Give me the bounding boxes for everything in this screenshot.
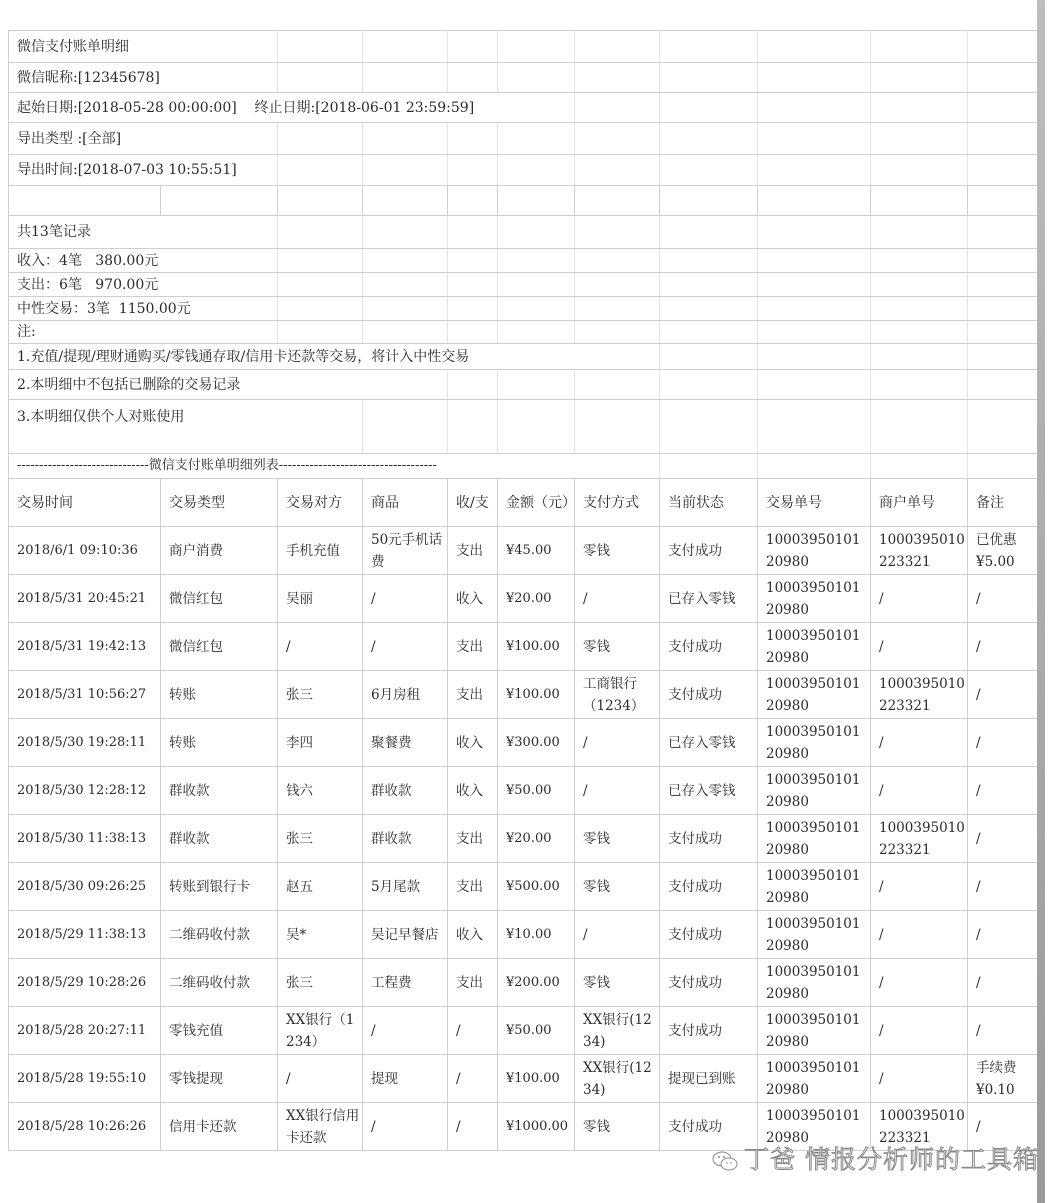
- cell-status: 支付成功: [660, 1007, 758, 1055]
- cell-goods: /: [363, 1103, 448, 1151]
- cell-merchant-id: /: [871, 767, 968, 815]
- neutral-summary: 中性交易：3笔 1150.00元: [9, 297, 278, 321]
- cell-time: 2018/5/30 09:26:25: [9, 863, 161, 911]
- cell-transaction-id: 1000395010120980: [758, 575, 871, 623]
- cell-remark: /: [968, 911, 1038, 959]
- cell-time: 2018/5/29 10:28:26: [9, 959, 161, 1007]
- cell-counterparty: 吴*: [278, 911, 363, 959]
- cell-payment-method: 零钱: [575, 959, 660, 1007]
- cell-direction: /: [448, 1103, 498, 1151]
- wechat-icon: [712, 1150, 738, 1172]
- table-row: [9, 527, 1038, 575]
- col-header-direction: 收/支: [448, 479, 498, 527]
- table-row: [9, 575, 1038, 623]
- col-header-transaction-id: 交易单号: [758, 479, 871, 527]
- cell-time: 2018/5/31 10:56:27: [9, 671, 161, 719]
- cell-amount: ¥10.00: [498, 911, 575, 959]
- cell-merchant-id: /: [871, 623, 968, 671]
- cell-merchant-id: 1000395010223321: [871, 527, 968, 575]
- cell-payment-method: 零钱: [575, 623, 660, 671]
- cell-transaction-id: 1000395010120980: [758, 1055, 871, 1103]
- col-header-merchant-id: 商户单号: [871, 479, 968, 527]
- cell-time: 2018/5/30 12:28:12: [9, 767, 161, 815]
- col-header-status: 当前状态: [660, 479, 758, 527]
- col-header-payment-method: 支付方式: [575, 479, 660, 527]
- cell-status: 支付成功: [660, 959, 758, 1007]
- document-title: 微信支付账单明细: [9, 31, 278, 63]
- export-time: 导出时间:[2018-07-03 10:55:51]: [9, 155, 278, 186]
- cell-amount: ¥100.00: [498, 671, 575, 719]
- note-label: 注:: [9, 321, 278, 344]
- cell-counterparty: 李四: [278, 719, 363, 767]
- income-summary: 收入：4笔 380.00元: [9, 249, 278, 273]
- note-1: 1.充值/提现/理财通购买/零钱通存取/信用卡还款等交易，将计入中性交易: [9, 344, 660, 370]
- cell-payment-method: 零钱: [575, 527, 660, 575]
- cell-transaction-id: 1000395010120980: [758, 1007, 871, 1055]
- cell-status: 已存入零钱: [660, 575, 758, 623]
- cell-transaction-id: 1000395010120980: [758, 863, 871, 911]
- cell-goods: 6月房租: [363, 671, 448, 719]
- cell-type: 群收款: [161, 767, 278, 815]
- cell-counterparty: XX银行（1234）: [278, 1007, 363, 1055]
- cell-time: 2018/5/31 19:42:13: [9, 623, 161, 671]
- cell-payment-method: 工商银行（1234）: [575, 671, 660, 719]
- cell-remark: /: [968, 719, 1038, 767]
- cell-transaction-id: 1000395010120980: [758, 767, 871, 815]
- cell-counterparty: 赵五: [278, 863, 363, 911]
- list-title: ------------------------------微信支付账单明细列表------------------------------------: [9, 454, 660, 479]
- watermark: [712, 1140, 1039, 1176]
- cell-goods: 提现: [363, 1055, 448, 1103]
- cell-type: 转账到银行卡: [161, 863, 278, 911]
- table-row: [9, 671, 1038, 719]
- cell-direction: 支出: [448, 959, 498, 1007]
- cell-amount: ¥45.00: [498, 527, 575, 575]
- cell-type: 转账: [161, 719, 278, 767]
- cell-merchant-id: /: [871, 719, 968, 767]
- cell-goods: 5月尾款: [363, 863, 448, 911]
- cell-status: 支付成功: [660, 527, 758, 575]
- table-row: [9, 767, 1038, 815]
- cell-time: 2018/5/29 11:38:13: [9, 911, 161, 959]
- cell-direction: /: [448, 1055, 498, 1103]
- col-header-goods: 商品: [363, 479, 448, 527]
- cell-type: 零钱提现: [161, 1055, 278, 1103]
- cell-direction: 支出: [448, 671, 498, 719]
- cell-transaction-id: 1000395010120980: [758, 1103, 871, 1151]
- cell-status: 支付成功: [660, 815, 758, 863]
- cell-counterparty: 张三: [278, 671, 363, 719]
- expense-summary: 支出：6笔 970.00元: [9, 273, 278, 297]
- cell-goods: /: [363, 1007, 448, 1055]
- table-row: [9, 623, 1038, 671]
- cell-amount: ¥20.00: [498, 575, 575, 623]
- cell-type: 信用卡还款: [161, 1103, 278, 1151]
- cell-amount: ¥100.00: [498, 1055, 575, 1103]
- cell-payment-method: XX银行(1234): [575, 1055, 660, 1103]
- cell-time: 2018/5/30 19:28:11: [9, 719, 161, 767]
- nickname: 微信昵称:[12345678]: [9, 63, 278, 93]
- cell-status: 已存入零钱: [660, 719, 758, 767]
- cell-payment-method: 零钱: [575, 1103, 660, 1151]
- cell-remark: /: [968, 1007, 1038, 1055]
- col-header-type: 交易类型: [161, 479, 278, 527]
- cell-goods: /: [363, 623, 448, 671]
- note-2: 2.本明细中不包括已删除的交易记录: [9, 370, 448, 400]
- cell-direction: 支出: [448, 863, 498, 911]
- cell-type: 零钱充值: [161, 1007, 278, 1055]
- total-records: 共13笔记录: [9, 216, 278, 249]
- cell-merchant-id: /: [871, 863, 968, 911]
- cell-transaction-id: 1000395010120980: [758, 911, 871, 959]
- bill-table: [8, 30, 1038, 1151]
- cell-time: 2018/5/28 10:26:26: [9, 1103, 161, 1151]
- cell-remark: /: [968, 1103, 1038, 1151]
- cell-time: 2018/5/30 11:38:13: [9, 815, 161, 863]
- col-header-counterparty: 交易对方: [278, 479, 363, 527]
- cell-payment-method: /: [575, 719, 660, 767]
- cell-direction: 收入: [448, 767, 498, 815]
- cell-time: 2018/5/28 20:27:11: [9, 1007, 161, 1055]
- cell-direction: 收入: [448, 575, 498, 623]
- cell-amount: ¥1000.00: [498, 1103, 575, 1151]
- cell-type: 微信红包: [161, 623, 278, 671]
- cell-remark: /: [968, 767, 1038, 815]
- cell-counterparty: 手机充值: [278, 527, 363, 575]
- date-range: 起始日期:[2018-05-28 00:00:00] 终止日期:[2018-06-01 23:59:59]: [9, 93, 575, 123]
- table-header: [9, 479, 1038, 527]
- cell-payment-method: XX银行(1234): [575, 1007, 660, 1055]
- cell-merchant-id: /: [871, 575, 968, 623]
- cell-direction: 支出: [448, 815, 498, 863]
- cell-merchant-id: 1000395010223321: [871, 1103, 968, 1151]
- watermark-text: 丁爸 情报分析师的工具箱: [744, 1145, 1039, 1174]
- table-row: [9, 1007, 1038, 1055]
- cell-counterparty: /: [278, 1055, 363, 1103]
- cell-goods: /: [363, 575, 448, 623]
- cell-amount: ¥200.00: [498, 959, 575, 1007]
- cell-time: 2018/5/31 20:45:21: [9, 575, 161, 623]
- cell-merchant-id: /: [871, 911, 968, 959]
- cell-transaction-id: 1000395010120980: [758, 671, 871, 719]
- cell-merchant-id: /: [871, 1007, 968, 1055]
- cell-amount: ¥50.00: [498, 1007, 575, 1055]
- table-row: [9, 815, 1038, 863]
- cell-amount: ¥50.00: [498, 767, 575, 815]
- export-type: 导出类型 :[全部]: [9, 123, 278, 155]
- scrollbar-track[interactable]: [1037, 0, 1045, 1203]
- table-row: [9, 719, 1038, 767]
- cell-remark: /: [968, 815, 1038, 863]
- cell-counterparty: 张三: [278, 959, 363, 1007]
- col-header-time: 交易时间: [9, 479, 161, 527]
- cell-goods: 群收款: [363, 815, 448, 863]
- cell-type: 商户消费: [161, 527, 278, 575]
- cell-remark: /: [968, 671, 1038, 719]
- cell-amount: ¥300.00: [498, 719, 575, 767]
- col-header-remark: 备注: [968, 479, 1038, 527]
- cell-type: 群收款: [161, 815, 278, 863]
- cell-direction: 收入: [448, 719, 498, 767]
- table-row: [9, 911, 1038, 959]
- cell-transaction-id: 1000395010120980: [758, 623, 871, 671]
- cell-goods: 吴记早餐店: [363, 911, 448, 959]
- cell-remark: 手续费¥0.10: [968, 1055, 1038, 1103]
- cell-merchant-id: 1000395010223321: [871, 671, 968, 719]
- cell-counterparty: 吴丽: [278, 575, 363, 623]
- cell-goods: 群收款: [363, 767, 448, 815]
- col-header-amount: 金额（元）: [498, 479, 575, 527]
- cell-type: 微信红包: [161, 575, 278, 623]
- cell-payment-method: /: [575, 767, 660, 815]
- cell-merchant-id: 1000395010223321: [871, 815, 968, 863]
- cell-time: 2018/5/28 19:55:10: [9, 1055, 161, 1103]
- cell-status: 支付成功: [660, 911, 758, 959]
- cell-counterparty: XX银行信用卡还款: [278, 1103, 363, 1151]
- cell-payment-method: 零钱: [575, 815, 660, 863]
- cell-merchant-id: /: [871, 959, 968, 1007]
- cell-amount: ¥500.00: [498, 863, 575, 911]
- table-row: [9, 863, 1038, 911]
- cell-type: 二维码收付款: [161, 959, 278, 1007]
- cell-transaction-id: 1000395010120980: [758, 527, 871, 575]
- cell-status: 支付成功: [660, 623, 758, 671]
- cell-status: 支付成功: [660, 671, 758, 719]
- cell-type: 二维码收付款: [161, 911, 278, 959]
- cell-amount: ¥20.00: [498, 815, 575, 863]
- cell-direction: 支出: [448, 527, 498, 575]
- cell-transaction-id: 1000395010120980: [758, 959, 871, 1007]
- cell-payment-method: /: [575, 575, 660, 623]
- bill-sheet: [8, 30, 1037, 1151]
- cell-goods: 50元手机话费: [363, 527, 448, 575]
- cell-time: 2018/6/1 09:10:36: [9, 527, 161, 575]
- cell-amount: ¥100.00: [498, 623, 575, 671]
- cell-remark: /: [968, 575, 1038, 623]
- cell-merchant-id: /: [871, 1055, 968, 1103]
- scrollbar[interactable]: [1037, 0, 1063, 1203]
- cell-transaction-id: 1000395010120980: [758, 719, 871, 767]
- note-3: 3.本明细仅供个人对账使用: [9, 400, 363, 454]
- cell-remark: /: [968, 623, 1038, 671]
- cell-counterparty: 张三: [278, 815, 363, 863]
- cell-direction: 支出: [448, 623, 498, 671]
- cell-remark: 已优惠¥5.00: [968, 527, 1038, 575]
- cell-status: 支付成功: [660, 1103, 758, 1151]
- cell-counterparty: /: [278, 623, 363, 671]
- cell-counterparty: 钱六: [278, 767, 363, 815]
- cell-payment-method: /: [575, 911, 660, 959]
- cell-remark: /: [968, 863, 1038, 911]
- cell-status: 支付成功: [660, 863, 758, 911]
- cell-goods: 工程费: [363, 959, 448, 1007]
- cell-goods: 聚餐费: [363, 719, 448, 767]
- cell-payment-method: 零钱: [575, 863, 660, 911]
- cell-direction: /: [448, 1007, 498, 1055]
- cell-remark: /: [968, 959, 1038, 1007]
- cell-transaction-id: 1000395010120980: [758, 815, 871, 863]
- cell-direction: 收入: [448, 911, 498, 959]
- table-row: [9, 1055, 1038, 1103]
- cell-status: 已存入零钱: [660, 767, 758, 815]
- cell-status: 提现已到账: [660, 1055, 758, 1103]
- cell-type: 转账: [161, 671, 278, 719]
- table-row: [9, 959, 1038, 1007]
